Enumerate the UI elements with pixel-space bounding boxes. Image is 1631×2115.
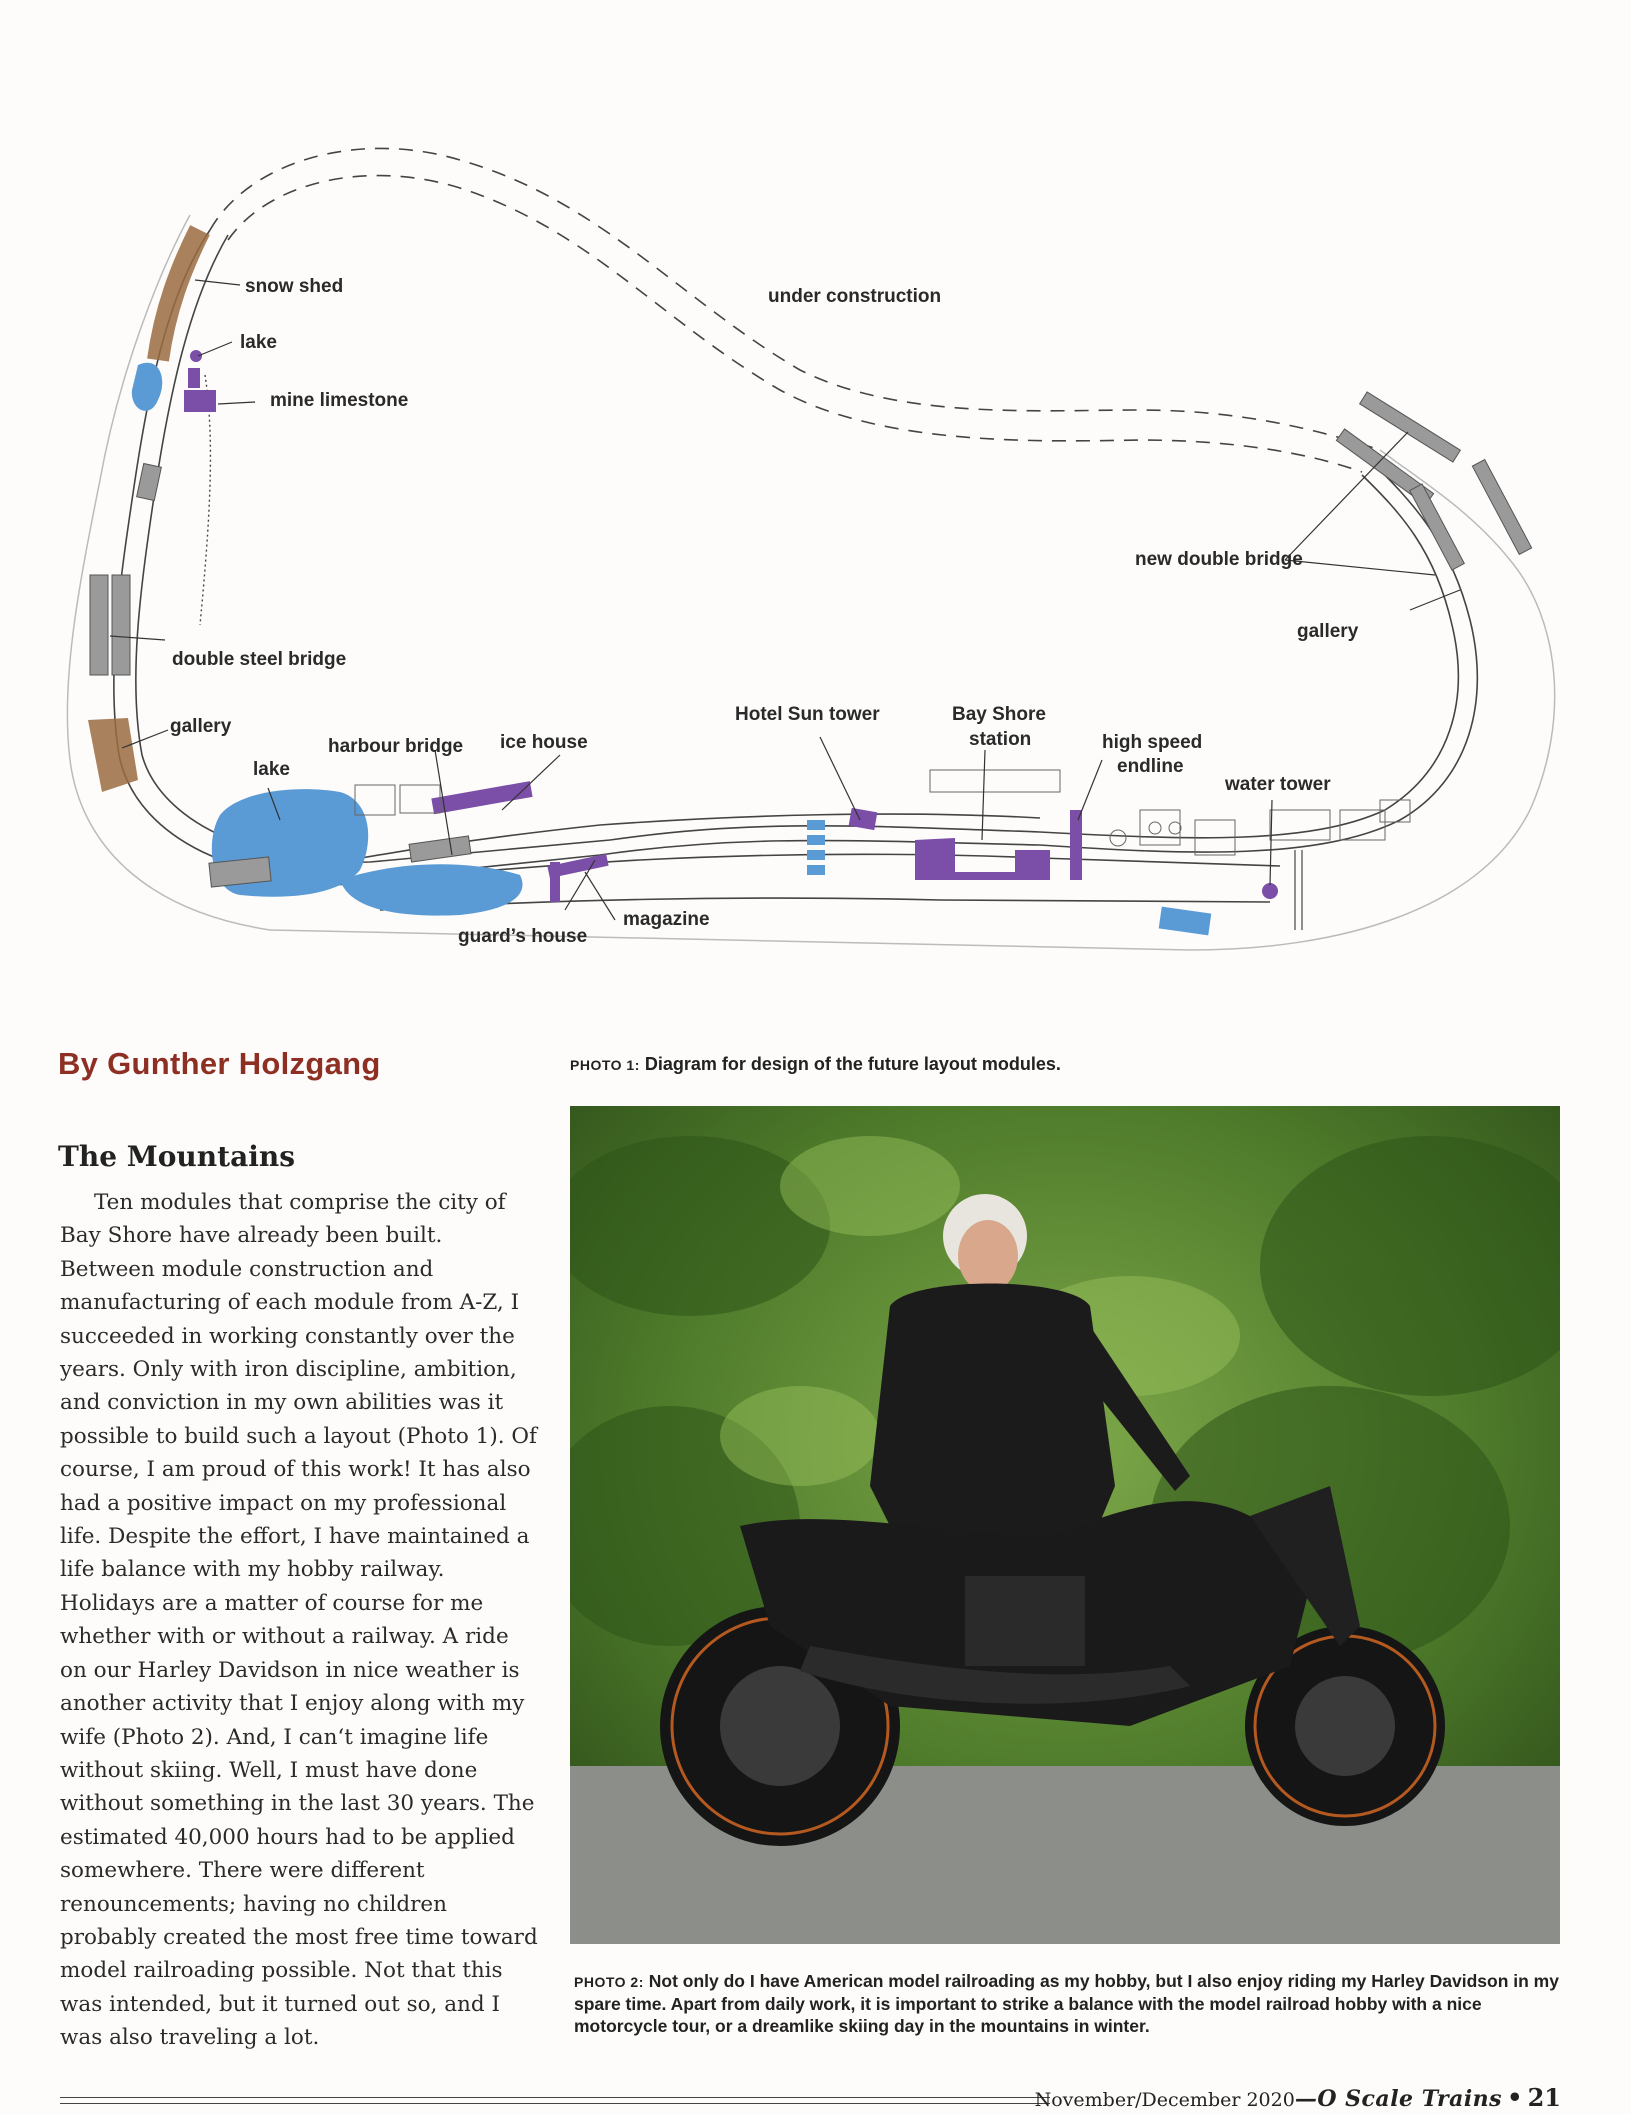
magazine-title: O Scale Trains: [1317, 2086, 1503, 2112]
label-mine-limestone: mine limestone: [270, 390, 409, 411]
article-heading: The Mountains: [58, 1140, 295, 1173]
label-gallery-left: gallery: [170, 716, 232, 737]
photo2-illustration: [570, 1106, 1560, 1944]
photo2-caption-lead: PHOTO 2:: [574, 1974, 644, 1990]
label-magazine: magazine: [623, 909, 710, 930]
water-strip-4: [807, 865, 825, 875]
label-harbour-bridge: harbour bridge: [328, 736, 464, 757]
label-bay-shore-line1: Bay Shore: [952, 704, 1046, 725]
footer-bullet: •: [1507, 2083, 1523, 2112]
photo1-caption: [570, 1054, 1061, 1075]
footer-rule: [60, 2097, 1050, 2104]
under-construction-track: [210, 148, 1380, 472]
label-new-double-bridge: new double bridge: [1135, 549, 1303, 570]
branch-track: [200, 375, 210, 625]
page-number: 21: [1527, 2083, 1561, 2112]
track-layout-diagram: [40, 120, 1600, 980]
label-lake-top: lake: [240, 332, 277, 353]
footer-dash: —: [1294, 2086, 1318, 2112]
label-under-construction: under construction: [768, 286, 942, 307]
label-snow-shed: snow shed: [245, 276, 344, 297]
top-lake: [132, 363, 162, 411]
issue-date: November/December 2020: [1034, 2089, 1295, 2111]
label-ice-house: ice house: [500, 732, 588, 753]
label-water-tower: water tower: [1225, 774, 1331, 795]
photo2-caption: [574, 1970, 1564, 2037]
photo1-caption-lead: PHOTO 1:: [570, 1057, 640, 1073]
water-tower-lattice: [1295, 850, 1302, 930]
label-high-speed-line1: high speed: [1102, 732, 1203, 753]
water-strip-2: [807, 835, 825, 845]
harbour-water: [340, 864, 523, 915]
author-byline: By Gunther Holzgang: [58, 1046, 381, 1081]
snow-shed-structure: [158, 230, 200, 360]
label-bay-shore-line2: station: [969, 729, 1032, 750]
water-strip-1: [807, 820, 825, 830]
water-strip-3: [807, 850, 825, 860]
photo1-caption-text: Diagram for design of the future layout modules.: [644, 1054, 1061, 1074]
label-high-speed-line2: endline: [1117, 756, 1184, 777]
label-gallery-right: gallery: [1297, 621, 1359, 642]
label-guards-house: guard’s house: [458, 926, 588, 947]
left-gallery-structure: [88, 718, 138, 792]
label-lake-bottom: lake: [253, 759, 290, 780]
photo2-caption-text: Not only do I have American model railroading as my hobby, but I also enjoy riding my Harley Davidson in my spare time. Apart from daily work, it is important to strike a balance with the model railroad hobby with a nice motorcycle tour, or a dreamlike skiing day in the mountains in winter.: [574, 1971, 1559, 2036]
water-strip-5: [1159, 907, 1212, 936]
page-footer: [1035, 2083, 1561, 2112]
label-double-steel-bridge: double steel bridge: [172, 649, 347, 670]
article-body: Ten modules that comprise the city of Bay Shore have already been built. Between module construction and manufacturing of each module from A-Z, I succeeded in working constantly over the years. Only with iron discipline, ambition, and conviction in my own abilities was it possible to build such a layout (Photo 1). Of course, I am proud of this work! It has also had a positive impact on my professional life. Despite the effort, I have maintained a life balance with my hobby railway. Holidays are a matter of course for me whether with or without a railway. A ride on our Harley Davidson in nice weather is another activity that I enjoy along with my wife (Photo 2). And, I can‘t imagine life without skiing. Well, I must have done without something in the last 30 years. The estimated 40,000 hours had to be applied somewhere. There were different renouncements; having no children probably created the most free time toward model railroading possible. Not that this was intended, but it turned out so, and I was also traveling a lot.: [60, 1190, 538, 2051]
photo2-motorcycle: [570, 1106, 1560, 1944]
label-hotel-sun-tower: Hotel Sun tower: [735, 704, 880, 725]
